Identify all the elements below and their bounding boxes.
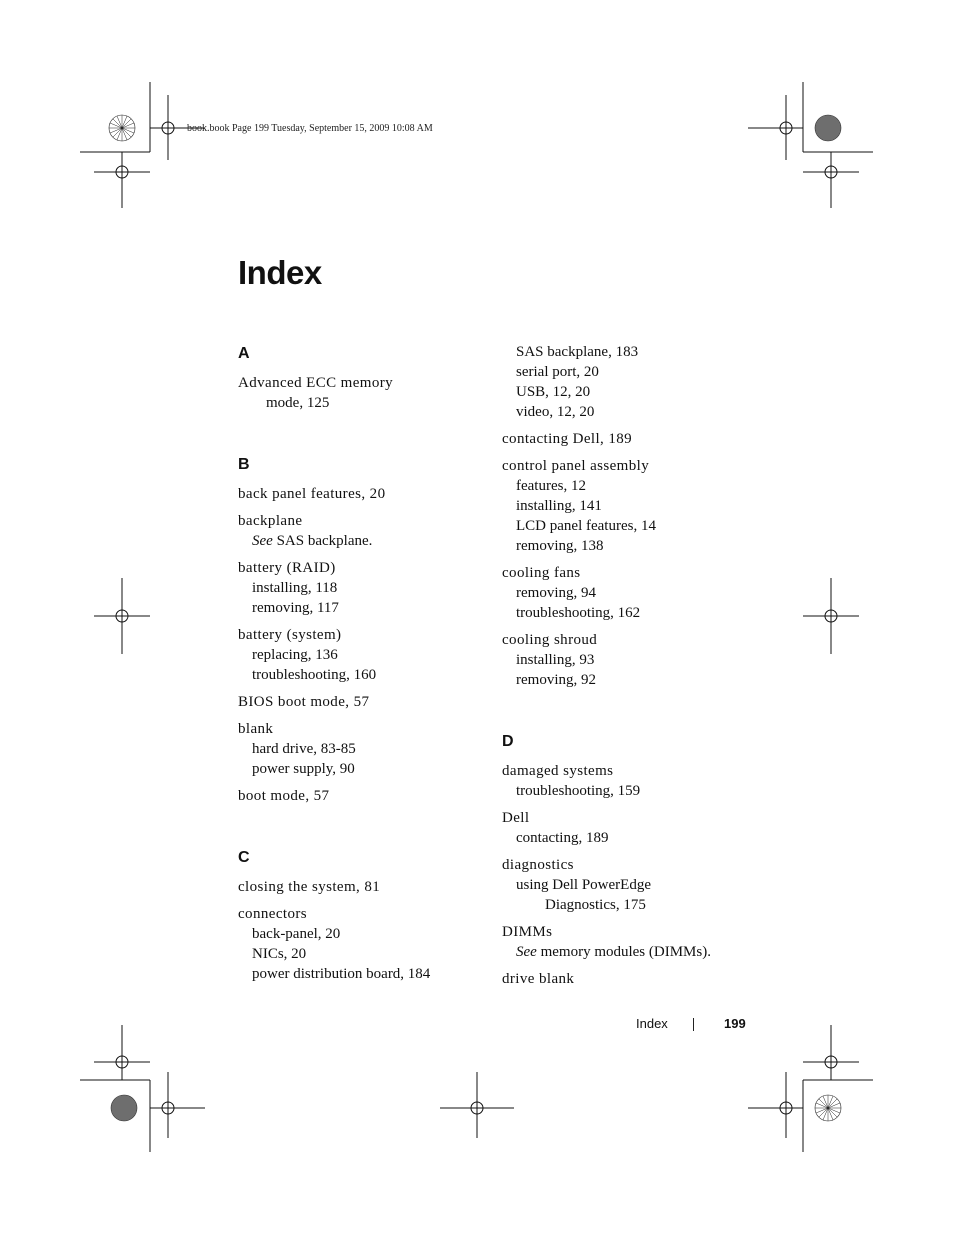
index-entry: drive blank xyxy=(502,971,575,987)
index-column-right xyxy=(502,342,752,996)
index-entry: cooling fans removing, 94 troubleshooting, 162 xyxy=(502,565,641,621)
footer-section-label: Index xyxy=(636,1016,668,1031)
section-letter-c: C xyxy=(238,849,250,866)
index-entry: Dell contacting, 189 xyxy=(502,810,609,846)
index-entry: connectors back-panel, 20 NICs, 20 power distribution board, 184 xyxy=(238,906,431,982)
section-letter-b: B xyxy=(238,456,250,473)
header-note: book.book Page 199 Tuesday, September 15, 2009 10:08 AM xyxy=(187,123,433,134)
index-entry: DIMMs See memory modules (DIMMs). xyxy=(502,924,711,960)
index-entry: battery (system) replacing, 136 troubleshooting, 160 xyxy=(238,627,377,683)
index-entry: damaged systems troubleshooting, 159 xyxy=(502,763,641,799)
index-entry: Advanced ECC memory mode, 125 xyxy=(238,375,394,411)
index-entry: cooling shroud installing, 93 removing, 92 xyxy=(502,632,598,688)
footer-divider xyxy=(693,1018,694,1031)
index-entry: battery (RAID) installing, 118 removing, 117 xyxy=(238,560,339,616)
section-letter-a: A xyxy=(238,345,250,362)
index-entry: blank hard drive, 83-85 power supply, 90 xyxy=(238,721,356,777)
section-letter-d: D xyxy=(502,733,514,750)
index-entry: contacting Dell, 189 xyxy=(502,431,633,447)
index-entry: diagnostics using Dell PowerEdge Diagnostics, 175 xyxy=(502,857,651,913)
index-entry: boot mode, 57 xyxy=(238,788,330,804)
index-entry: back panel features, 20 xyxy=(238,486,386,502)
index-entry: closing the system, 81 xyxy=(238,879,381,895)
index-entry-continued: SAS backplane, 183 serial port, 20 USB, 12, 20 video, 12, 20 xyxy=(516,344,639,420)
index-entry: control panel assembly features, 12 installing, 141 LCD panel features, 14 removing, 138 xyxy=(502,458,656,554)
index-entry: backplane See SAS backplane. xyxy=(238,513,373,549)
page-number: 199 xyxy=(724,1016,746,1031)
page-title: Index xyxy=(238,254,322,291)
index-column-left xyxy=(238,343,488,991)
index-entry: BIOS boot mode, 57 xyxy=(238,694,370,710)
